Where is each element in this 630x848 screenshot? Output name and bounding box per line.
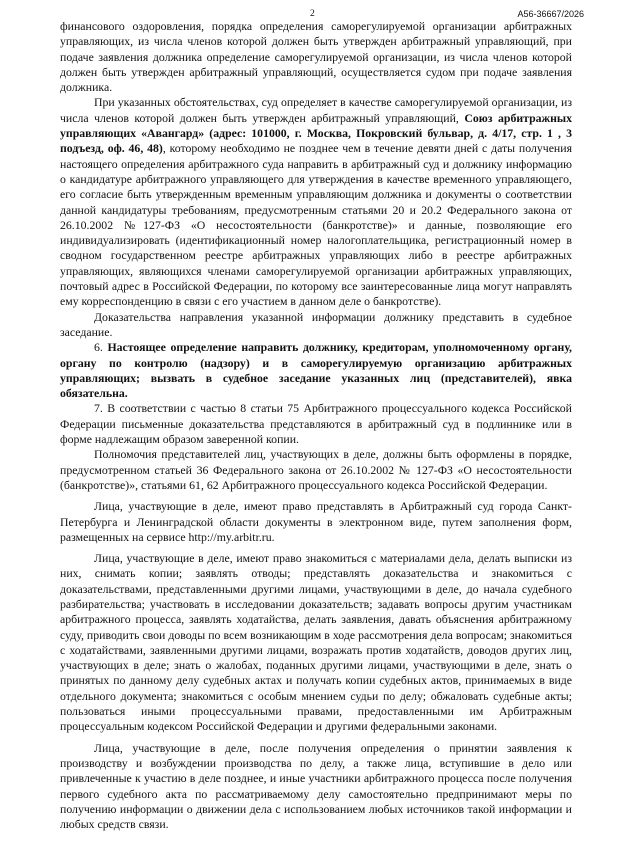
paragraph	[60, 95, 572, 309]
paragraph	[60, 741, 572, 833]
text-run: Лица, участвующие в деле, после получения определения о принятии заявления к производству и возбуждении производства по делу, а также лица, вступившие в дело или привлеченные к участию в деле позднее, и иные участники арбитражного процесса после получения первого судебного акта по рассматриваемому делу самостоятельно предпринимают меры по получению информации о движении дела с использованием любых источников такой информации и любых средств связи.	[60, 740, 572, 832]
paragraph	[60, 340, 572, 401]
bold-text: Союз арбитражных управляющих «Авангард» (адрес: 101000, г. Москва, Покровский бульвар, д. 4/17, стр. 1 , 3 подъезд, оф. 46, 48)	[60, 110, 572, 156]
text-run: 6.	[94, 340, 108, 355]
text-run: Лица, участвующие в деле, имеют право представлять в Арбитражный суд города Санкт-Петербурга и Ленинградской области документы в электронном виде, путем заполнения форм, размещенных на сервисе http://my.arbitr.ru.	[60, 499, 572, 544]
paragraph	[60, 447, 572, 493]
text-run: , которому необходимо не позднее чем в течение девяти дней с даты получения настоящего определения арбитражного суда направить в арбитражный суд и должнику информацию о кандидатуре арбитражного управляющего для утверждения в качестве временного управляющего, его согласие быть утвержденным временным управляющим должника и документы о соответствии данной кандидатуры требованиям, предусмотренным статьями 20 и 20.2 Федерального закона от 26.10.2002 №127-ФЗ «О несостоятельности (банкротстве)» и данные, позволяющие его индивидуализировать (идентификационный номер налогоплательщика, регистрационный номер в сводном государственном реестре арбитражных управляющих либо в реестре арбитражных управляющих, являющихся членами саморегулируемой организации арбитражных управляющих, почтовый адрес в Российской Федерации, по которому все заинтересованные лица могут направлять ему корреспонденцию в связи с его участием в данном деле о банкротстве).	[60, 141, 572, 309]
case-number: А56-36667/2026	[517, 9, 584, 19]
document-body	[60, 19, 572, 832]
paragraph	[60, 499, 572, 545]
paragraph	[60, 19, 572, 95]
bold-text: Настоящее определение направить должнику, кредиторам, уполномоченному органу, органу по контролю (надзору) и в саморегулируемую организацию арбитражных управляющих; вызвать в судебное заседание указанных лиц (представителей), явка обязательна.	[60, 340, 573, 401]
text-run: Доказательства направления указанной информации должнику представить в судебное заседание.	[60, 309, 572, 339]
text-run: финансового оздоровления, порядка определения саморегулируемой организации арбитражных управляющих, из числа членов которой должен быть утвержден арбитражный управляющий, при подаче заявления должника определение саморегулируемой организации, из числа членов которой должен быть утвержден арбитражный управляющий, осуществляется судом при подаче заявления должника.	[60, 19, 572, 95]
page-number: 2	[310, 9, 315, 19]
paragraph	[60, 551, 572, 735]
text-run: Полномочия представителей лиц, участвующих в деле, должны быть оформлены в порядке, предусмотренном статьей 36 Федерального закона от 26.10.2002 № 127-ФЗ «О несостоятельности (банкротстве)», статьями 61, 62 Арбитражного процессуального кодекса Российской Федерации.	[60, 447, 572, 492]
paragraph	[60, 401, 572, 447]
paragraph	[60, 310, 572, 341]
text-run: При указанных обстоятельствах, суд определяет в качестве саморегулируемой организации, из числа членов которой должен быть утвержден арбитражный управляющий,	[60, 95, 572, 125]
text-run: 7. В соответствии с частью 8 статьи 75 Арбитражного процессуального кодекса Российской Федерации письменные доказательства представляются в арбитражный суд в подлиннике или в форме надлежащим образом заверенной копии.	[60, 401, 572, 447]
text-run: Лица, участвующие в деле, имеют право знакомиться с материалами дела, делать выписки из них, снимать копии; заявлять отводы; представлять доказательства и знакомиться с доказательствами, представленными другими лицами, участвующими в деле, до начала судебного разбирательства; участвовать в исследовании доказательств; задавать вопросы другим участникам арбитражного процесса, заявлять ходатайства, делать заявления, давать объяснения арбитражному суду, приводить свои доводы по всем возникающим в ходе рассмотрения дела вопросам; знакомиться с ходатайствами, заявленными другими лицами, возражать против ходатайств, доводов других лиц, участвующих в деле; знать о жалобах, поданных другими лицами, участвующими в деле, знать о принятых по данному делу судебных актах и получать копии судебных актов, принимаемых в виде отдельного документа; знакомиться с особым мнением судьи по делу; обжаловать судебные акты; пользоваться иными процессуальными правами, предоставленными им Арбитражным процессуальным кодексом Российской Федерации и другими федеральными законами.	[60, 551, 572, 734]
